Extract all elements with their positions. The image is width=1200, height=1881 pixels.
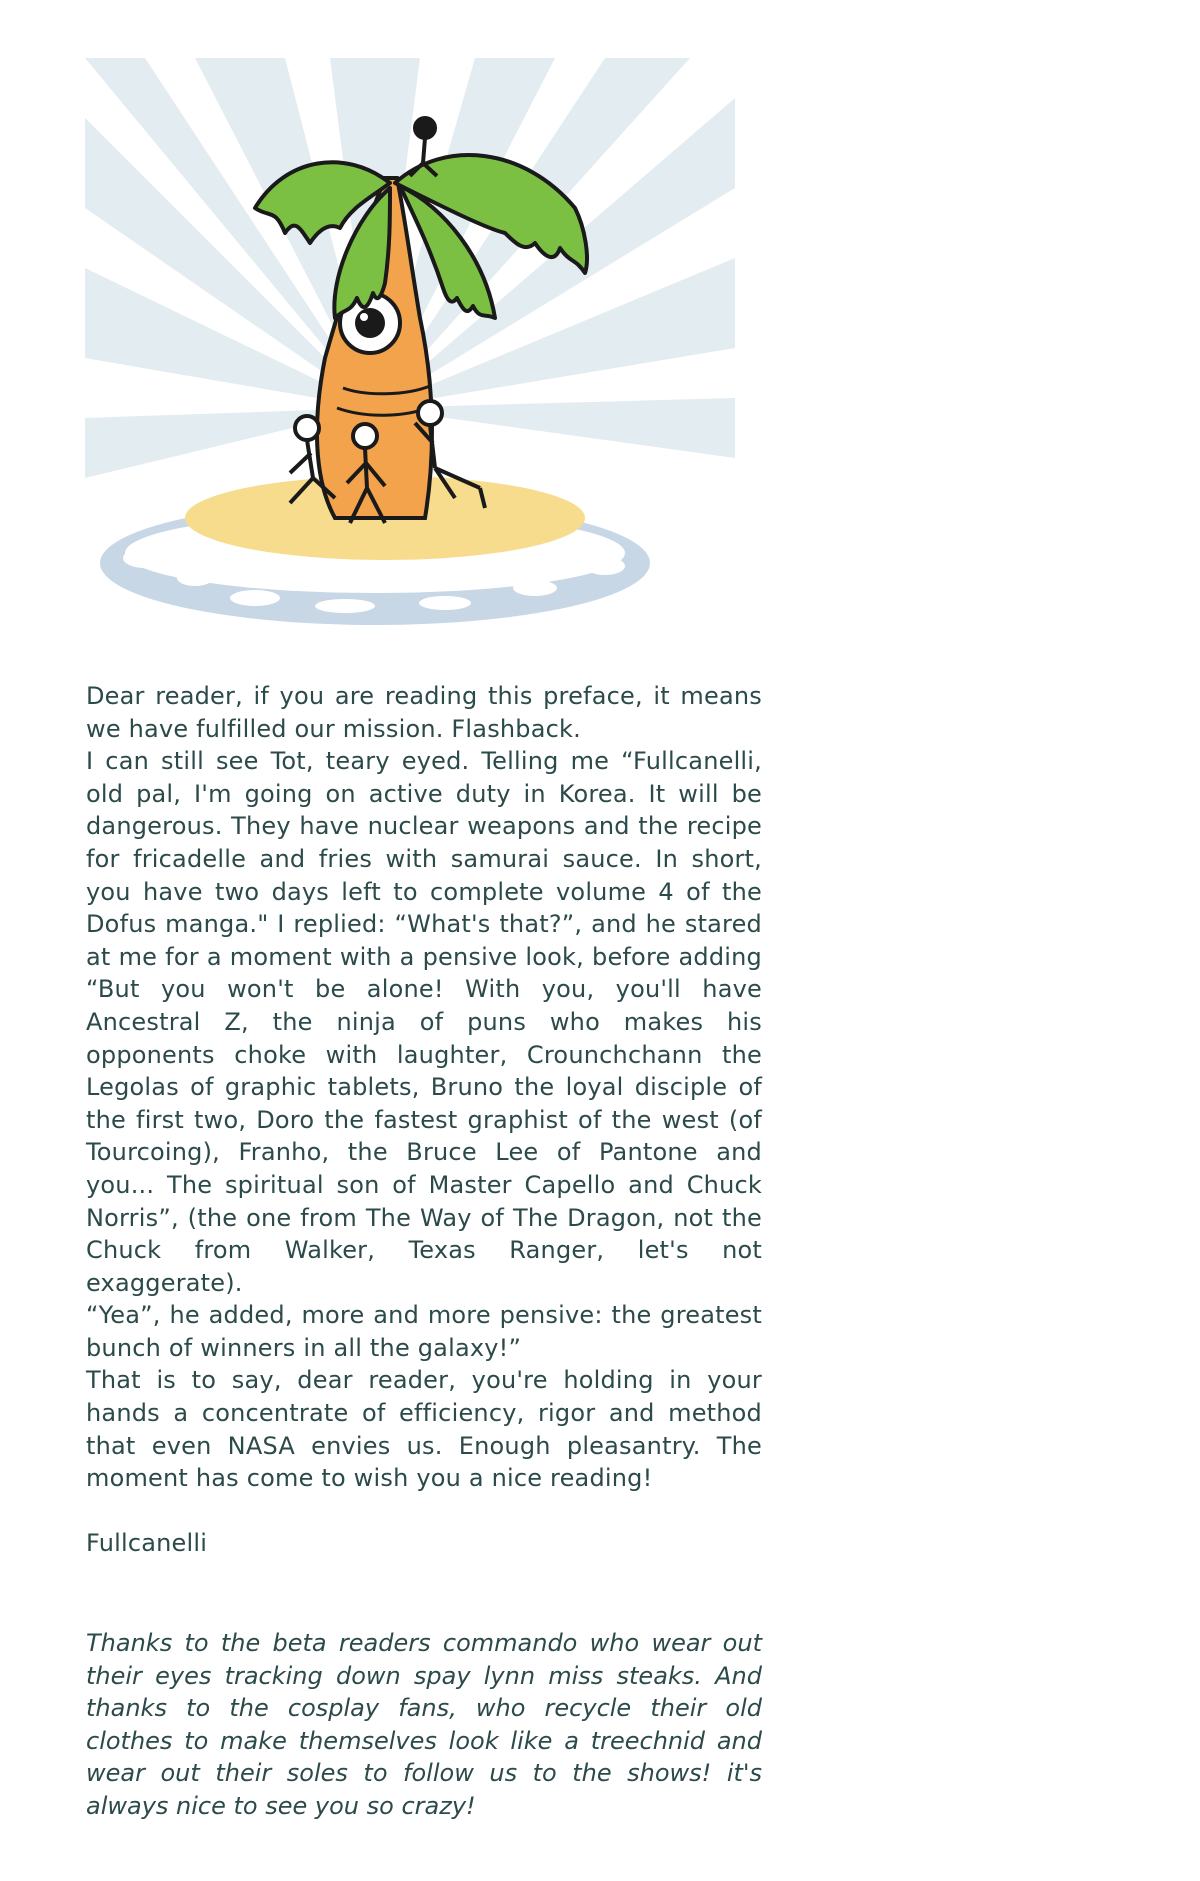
preface-paragraph: That is to say, dear reader, you're holding in your hands a concentrate of efficiency, rigor and method that even NASA envies us. Enough pleasantry. The moment has come to wish you a nice reading!: [86, 1366, 762, 1493]
acknowledgements: Thanks to the beta readers commando who wear out their eyes tracking down spay lynn miss steaks. And thanks to the cosplay fans, who recycle their old clothes to make themselves look like a treechnid and wear out their soles to follow us to the shows! it's always nice to see you so crazy!: [86, 1629, 762, 1820]
signature: Fullcanelli: [86, 1528, 208, 1557]
preface-paragraph: I can still see Tot, teary eyed. Telling me “Fullcanelli, old pal, I'm going on active duty in Korea. It will be dangerous. They have nuclear weapons and the recipe for fricadelle and fries with samurai sauce. In short, you have two days left to complete volume 4 of the Dofus manga." I replied: “What's that?”, and he stared at me for a moment with a pensive look, before adding “But you won't be alone! With you, you'll have Ancestral Z, the ninja of puns who makes his opponents choke with laughter, Crounchchann the Legolas of graphic tablets, Bruno the loyal disciple of the first two, Doro the fastest graphist of the west (of Tourcoing), Franho, the Bruce Lee of Pantone and you... The spiritual son of Master Capello and Chuck Norris”, (the one from The Way of The Dragon, not the Chuck from Walker, Texas Ranger, let's not exaggerate).: [86, 747, 762, 1297]
preface-paragraph: Dear reader, if you are reading this preface, it means we have fulfilled our mission. Flashback.: [86, 682, 762, 743]
palm-tree-island-icon: [85, 58, 735, 628]
preface-paragraph: “Yea”, he added, more and more pensive: the greatest bunch of winners in all the galaxy!”: [86, 1301, 762, 1362]
palm-tree-island-illustration: [85, 58, 735, 628]
preface-body: [86, 680, 762, 1559]
